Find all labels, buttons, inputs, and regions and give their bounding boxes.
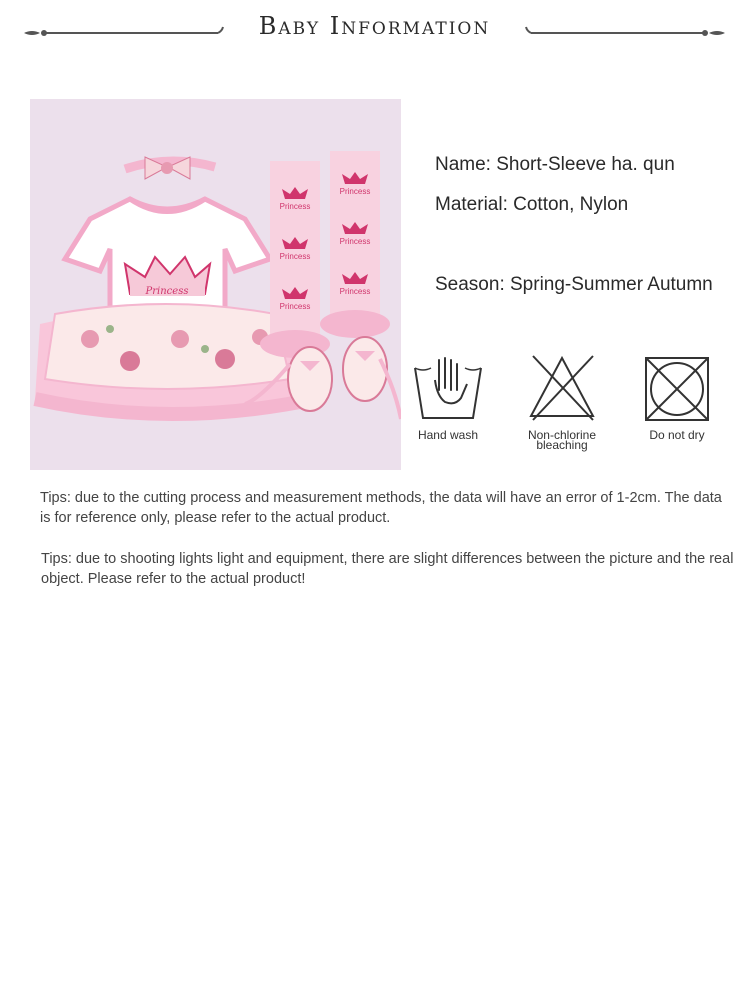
tip-photo: Tips: due to shooting lights light and equipment, there are slight differences between the picture and the real object. Please refer to the actual product!	[41, 551, 734, 587]
care-no-dry	[632, 354, 722, 440]
care-bleach	[517, 354, 607, 450]
season-value: Spring-Summer Autumn	[510, 274, 713, 295]
svg-text:Princess: Princess	[279, 202, 311, 211]
section-header	[0, 0, 749, 64]
material-line	[435, 194, 628, 216]
hand-wash-icon	[413, 354, 483, 422]
tip-measurement: Tips: due to the cutting process and measurement methods, the data will have an error of 1-2cm. The data is for reference only, please refer to the actual product.	[40, 490, 722, 526]
do-not-dry-icon	[642, 354, 712, 422]
bleach-label-line2: bleaching	[536, 438, 588, 452]
name-label: Name:	[435, 154, 497, 175]
season-line	[435, 274, 713, 296]
name-line	[435, 154, 675, 176]
right-ornament-icon	[523, 26, 727, 40]
page-title: Baby Information	[258, 12, 491, 40]
bleach-label-line1: Non-chlorine	[527, 428, 597, 442]
material-label: Material:	[435, 194, 514, 215]
svg-text:Princess: Princess	[339, 237, 371, 246]
material-value: Cotton, Nylon	[513, 194, 629, 215]
svg-text:Princess: Princess	[145, 286, 189, 297]
svg-text:Princess: Princess	[279, 252, 311, 261]
season-label: Season:	[435, 274, 510, 295]
svg-text:Princess: Princess	[339, 287, 371, 296]
care-hand-wash	[403, 354, 493, 440]
hand-wash-label: Hand wash	[417, 428, 479, 442]
no-dry-label: Do not dry	[649, 428, 705, 442]
non-chlorine-bleach-icon	[527, 354, 597, 422]
name-value: Short-Sleeve ha. qun	[496, 154, 675, 175]
product-photo	[30, 99, 401, 470]
baby-outfit-illustration	[30, 99, 401, 470]
svg-text:Princess: Princess	[339, 187, 371, 196]
svg-text:Princess: Princess	[279, 302, 311, 311]
